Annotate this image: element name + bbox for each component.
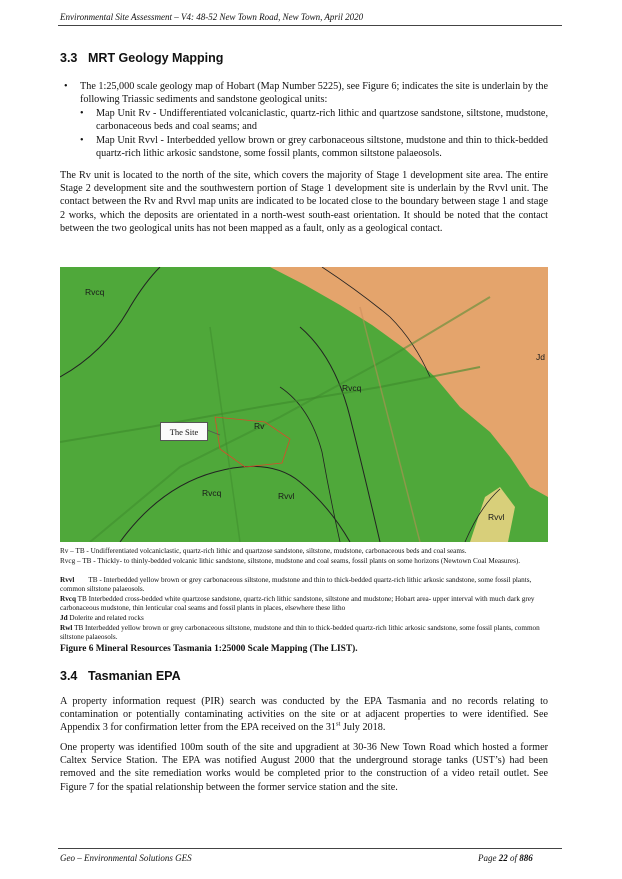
legend-text: TB Interbedded yellow brown or grey carbonaceous siltstone, mudstone and thin to thick-bedded quartz-rich lithic arkosic sandstone, some fossil plants, common siltstone palaeosols. xyxy=(60,624,540,642)
section-heading-3-4 xyxy=(60,669,181,683)
legend-rwl xyxy=(60,624,552,643)
bullet-main xyxy=(64,80,548,106)
section-heading-3-3 xyxy=(60,51,223,65)
legend-text: TB Interbedded cross-bedded white quartzose sandstone, quartz-rich lithic sandstone, siltstone and mudstone; Hobart area- upper interval with much dark grey carbonaceous mudstone, thin lenticular coal seams and fossil plants in places, elsewhere these litho xyxy=(60,595,535,613)
bullet-icon: • xyxy=(80,108,84,119)
footer-company: Geo – Environmental Solutions GES xyxy=(60,853,192,863)
page-of: of xyxy=(507,853,520,863)
map-label-rv: Rv xyxy=(254,421,265,431)
section-number: 3.3 xyxy=(60,51,78,65)
paragraph-epa-service-station: One property was identified 100m south of the site and upgradient at 30-36 New Town Road which hosted a former Caltex Service Station. The EPA was notified August 2000 that the underground storage tanks (UST’s) had been removed and the site remediation works would be completed prior to the construction of a video retail outlet. See Figure 7 for the spatial relationship between the former service station and the site. xyxy=(60,742,548,793)
text-run: July 2018. xyxy=(340,722,386,734)
legend-rv: Rv – TB - Undifferentiated volcaniclastic, quartz-rich lithic and quartzose sandstone, siltstone, mudstone, carbonaceous beds and coal seams. xyxy=(60,547,467,555)
map-label-rvcq-sw: Rvcq xyxy=(202,488,222,498)
section-title: MRT Geology Mapping xyxy=(88,51,224,65)
bullet-text: Map Unit Rv - Undifferentiated volcaniclastic, quartz-rich lithic and quartzose sandstone, siltstone, mudstone, carbonaceous beds and coal seams; and xyxy=(96,108,548,133)
page-prefix: Page xyxy=(478,853,499,863)
section-title: Tasmanian EPA xyxy=(88,669,181,683)
bullet-sub-rv xyxy=(80,107,548,133)
legend-code: Rvvl xyxy=(60,576,75,584)
text-run: A property information request (PIR) search was conducted by the EPA Tasmania and no records relating to contamination or potentially contaminating activities on the site or at adjacent properties to were identified. See Appendix 3 for confirmation letter from the EPA received on the 31 xyxy=(60,696,548,734)
bullet-icon: • xyxy=(80,135,84,146)
map-label-rvvl-south: Rvvl xyxy=(278,491,295,501)
legend-rvcg: Rvcg – TB - Thickly- to thinly-bedded volcanic lithic sandstone, siltstone, mudstone and coal seams, fossil plants on some horizons (Newtown Coal Measures). xyxy=(60,557,521,565)
legend-rvcq xyxy=(60,595,552,614)
legend-text: TB - Interbedded yellow brown or grey carbonaceous siltstone, mudstone and thin to thick-bedded quartz-rich lithic arkosic sandstone, some fossil plants, common siltstone palaeosols. xyxy=(60,576,532,594)
bullet-sub-rvvl xyxy=(80,134,548,160)
map-label-rvvl-se: Rvvl xyxy=(488,512,505,522)
map-label-jd: Jd xyxy=(536,352,545,362)
bullet-text: Map Unit Rvvl - Interbedded yellow brown or grey carbonaceous siltstone, mudstone and thin to thick-bedded quartz-rich lithic arkosic sandstone, some fossil plants, common siltstone palaeosols. xyxy=(96,135,548,160)
figure-caption: Figure 6 Mineral Resources Tasmania 1:25000 Scale Mapping (The LIST). xyxy=(60,644,358,654)
page-total: 886 xyxy=(519,853,533,863)
geology-map xyxy=(60,267,548,542)
map-label-rvcq-nw: Rvcq xyxy=(85,287,105,297)
ordinal-suffix: st xyxy=(336,721,341,729)
legend-code: Rvcq xyxy=(60,595,76,603)
legend-jd xyxy=(60,614,552,623)
paragraph-epa-pir xyxy=(60,695,548,735)
legend-code: Jd xyxy=(60,614,68,622)
footer-divider xyxy=(58,848,562,849)
page-header: Environmental Site Assessment – V4: 48-52 New Town Road, New Town, April 2020 xyxy=(60,12,364,22)
page-current: 22 xyxy=(498,853,508,863)
header-divider xyxy=(58,25,562,26)
map-label-rvcq-center: Rvcq xyxy=(342,383,362,393)
bullet-text: The 1:25,000 scale geology map of Hobart (Map Number 5225), see Figure 6; indicates the site is underlain by the following Triassic sediments and sandstone geological units: xyxy=(80,81,548,106)
paragraph-rv-unit: The Rv unit is located to the north of the site, which covers the majority of Stage 1 development site area. The entire Stage 2 development site and the southwestern portion of Stage 1 development site is underlain by the Rvvl unit. The contact between the Rv and Rvvl map units are indicated to be located close to the boundary between stage 1 and stage 2 works, which the deposits are orientated in a north-west south-east orientation. It should be noted that the contact between the two geological units has not been mapped as a fault, only as a geological contact. xyxy=(60,170,548,234)
bullet-icon: • xyxy=(64,81,68,92)
legend-code: Rwl xyxy=(60,624,73,632)
footer-page-number xyxy=(478,853,533,863)
legend-text: Dolerite and related rocks xyxy=(69,614,144,622)
site-label-box: The Site xyxy=(160,422,208,441)
map-graphic xyxy=(60,267,548,542)
legend-rvvl xyxy=(60,576,552,595)
section-number: 3.4 xyxy=(60,669,78,683)
